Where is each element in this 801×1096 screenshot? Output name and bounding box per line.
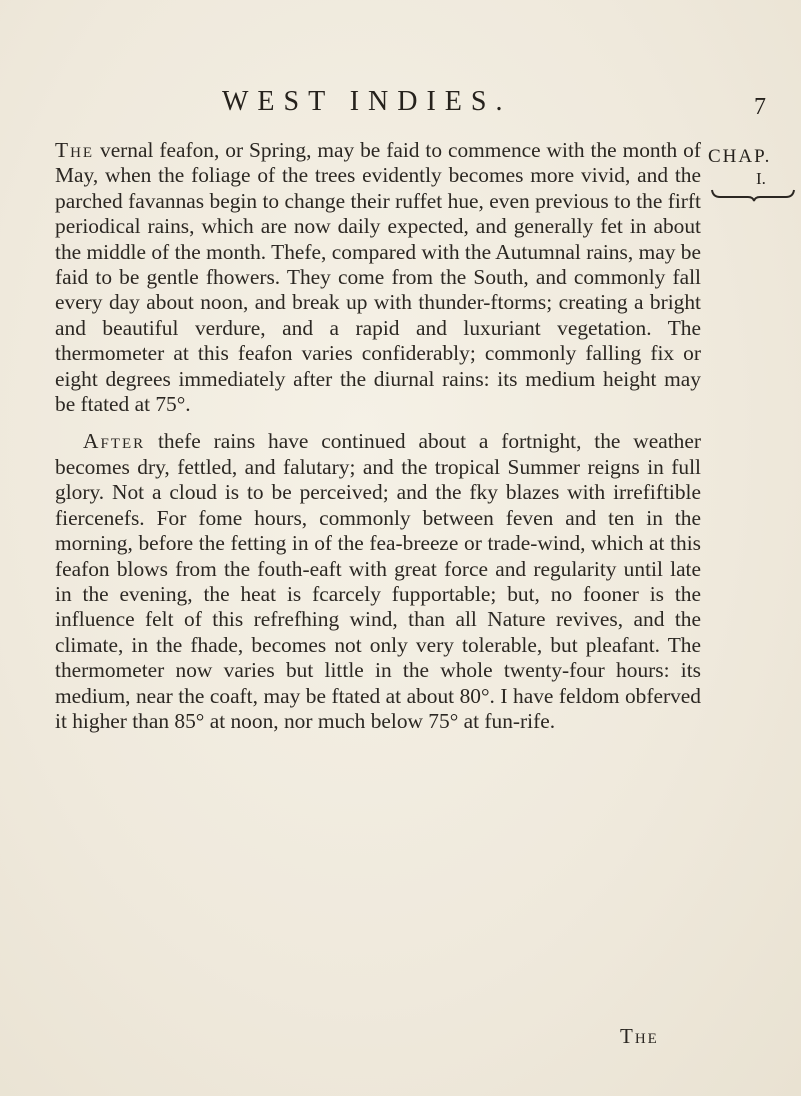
chapter-number: I. bbox=[756, 169, 766, 188]
paragraph-2 bbox=[55, 429, 701, 734]
page-number: 7 bbox=[754, 94, 766, 120]
paragraph-1-lead: The bbox=[55, 138, 95, 162]
running-head: WEST INDIES. bbox=[222, 86, 512, 117]
catchword: The bbox=[620, 1024, 659, 1048]
paragraph-1-text: vernal feafon, or Spring, may be faid to commence with the month of May, when the foliage of the trees evidently becomes more vivid, and the parched favannas begin to change their ruffet hue, even previous to the firft periodical rains, which are now daily expected, and generally fet in about the middle of the month. Thefe, compared with the Autumnal rains, may be faid to be gentle fhowers. They come from the South, and commonly fall every day about noon, and break up with thunder-ftorms; creating a bright and beautiful verdure, and a rapid and luxuriant vegetation. The thermometer at this feafon varies confiderably; commonly falling fix or eight degrees immediately after the diurnal rains: its medium height may be ftated at 75°. bbox=[55, 138, 701, 417]
chapter-label: CHAP. bbox=[708, 146, 772, 167]
paragraph-1 bbox=[55, 138, 701, 417]
paragraph-2-text: thefe rains have continued about a fortnight, the weather becomes dry, fettled, and falutary; and the tropical Summer reigns in full glory. Not a cloud is to be perceived; and the fky blazes with irrefiftible fiercenefs. For fome hours, commonly between feven and ten in the morning, before the fetting in of the fea-breeze or trade-wind, which at this feafon blows from the fouth-eaft with great force and regularity until late in the evening, the heat is fcarcely fupportable; but, no fooner is the influence felt of this refrefhing wind, than all Nature revives, and the climate, in the fhade, becomes not only very tolerable, but pleafant. The thermometer now varies but little in the whole twenty-four hours: its medium, near the coaft, may be ftated at about 80°. I have feldom obferved it higher than 85° at noon, nor much below 75° at fun-rife. bbox=[55, 429, 701, 733]
paragraph-2-lead: After bbox=[83, 429, 146, 454]
brace-icon bbox=[710, 188, 796, 202]
chapter-margin-note bbox=[708, 146, 798, 202]
body-text bbox=[55, 138, 701, 734]
